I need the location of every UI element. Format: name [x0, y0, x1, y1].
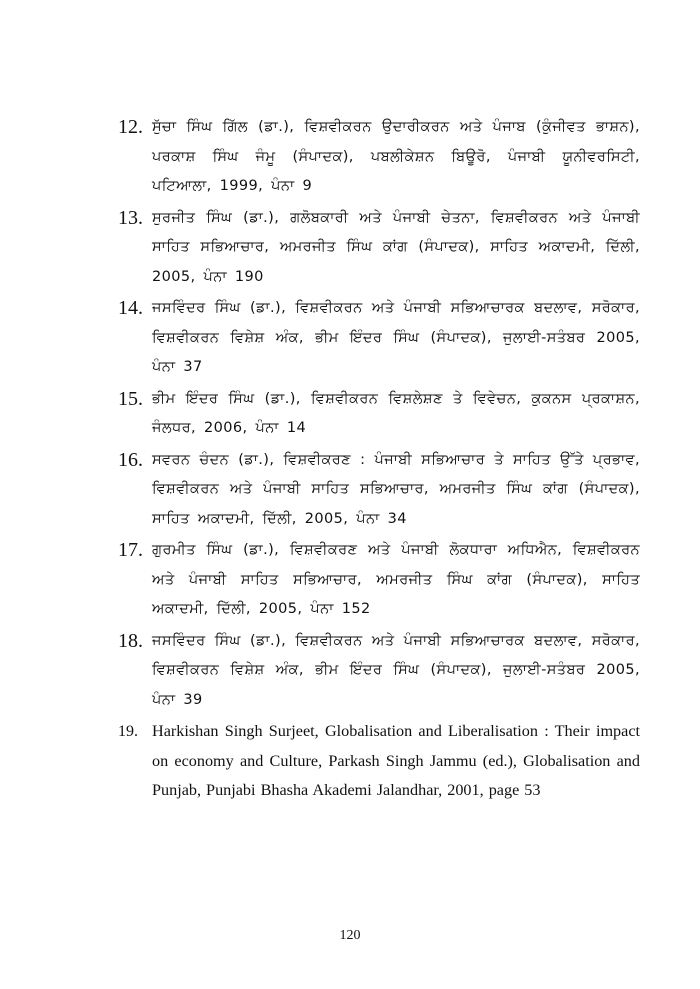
reference-number: 17.: [118, 539, 143, 561]
reference-number: 14.: [118, 297, 143, 319]
reference-number: 15.: [118, 387, 143, 410]
reference-number: 19.: [118, 723, 138, 740]
reference-text: ਸੁਰਜੀਤ ਸਿੰਘ (ਡਾ.), ਗਲੋਬਕਾਰੀ ਅਤੇ ਪੰਜਾਬੀ ਚੇਤਨਾ, ਵਿਸ਼ਵੀਕਰਨ ਅਤੇ ਪੰਜਾਬੀ ਸਾਹਿਤ ਸਭਿਆਚਾਰ, ਅਮਰਜੀਤ ਸਿੰਘ ਕਾਂਗ (ਸੰਪਾਦਕ), ਸਾਹਿਤ ਅਕਾਦਮੀ, ਦਿੱਲੀ, 2005, ਪੰਨਾ 190: [152, 209, 640, 285]
reference-item-18: [118, 627, 640, 716]
reference-item-17: [118, 536, 640, 625]
reference-text: ਸੁੱਚਾ ਸਿੰਘ ਗਿੱਲ (ਡਾ.), ਵਿਸ਼ਵੀਕਰਨ ਉਦਾਰੀਕਰਨ ਅਤੇ ਪੰਜਾਬ (ਕੁੰਜੀਵਤ ਭਾਸ਼ਨ), ਪਰਕਾਸ਼ ਸਿੰਘ ਜੰਮੂ (ਸੰਪਾਦਕ), ਪਬਲੀਕੇਸ਼ਨ ਬਿਊਰੋ, ਪੰਜਾਬੀ ਯੂਨੀਵਰਸਿਟੀ, ਪਟਿਆਲਾ, 1999, ਪੰਨਾ 9: [152, 119, 640, 194]
reference-item-14: [118, 294, 640, 383]
reference-item-16: [118, 446, 640, 535]
page-number: 120: [339, 928, 361, 943]
reference-text: ਜਸਵਿੰਦਰ ਸਿੰਘ (ਡਾ.), ਵਿਸ਼ਵੀਕਰਨ ਅਤੇ ਪੰਜਾਬੀ ਸਭਿਆਚਾਰਕ ਬਦਲਾਵ, ਸਰੋਕਾਰ, ਵਿਸ਼ਵੀਕਰਨ ਵਿਸ਼ੇਸ਼ ਅੰਕ, ਭੀਮ ਇੰਦਰ ਸਿੰਘ (ਸੰਪਾਦਕ), ਜੁਲਾਈ-ਸਤੰਬਰ 2005, ਪੰਨਾ 39: [152, 632, 640, 708]
reference-text: ਜਸਵਿੰਦਰ ਸਿੰਘ (ਡਾ.), ਵਿਸ਼ਵੀਕਰਨ ਅਤੇ ਪੰਜਾਬੀ ਸਭਿਆਚਾਰਕ ਬਦਲਾਵ, ਸਰੋਕਾਰ, ਵਿਸ਼ਵੀਕਰਨ ਵਿਸ਼ੇਸ਼ ਅੰਕ, ਭੀਮ ਇੰਦਰ ਸਿੰਘ (ਸੰਪਾਦਕ), ਜੁਲਾਈ-ਸਤੰਬਰ 2005, ਪੰਨਾ 37: [152, 300, 640, 375]
reference-text: ਗੁਰਮੀਤ ਸਿੰਘ (ਡਾ.), ਵਿਸ਼ਵੀਕਰਣ ਅਤੇ ਪੰਜਾਬੀ ਲੋਕਧਾਰਾ ਅਧਿਐਨ, ਵਿਸ਼ਵੀਕਰਨ ਅਤੇ ਪੰਜਾਬੀ ਸਾਹਿਤ ਸਭਿਆਚਾਰ, ਅਮਰਜੀਤ ਸਿੰਘ ਕਾਂਗ (ਸੰਪਾਦਕ), ਸਾਹਿਤ ਅਕਾਦਮੀ, ਦਿੱਲੀ, 2005, ਪੰਨਾ 152: [152, 542, 640, 617]
reference-number: 13.: [118, 206, 143, 229]
reference-list: [118, 113, 640, 808]
reference-item-13: [118, 204, 640, 293]
reference-text: ਭੀਮ ਇੰਦਰ ਸਿੰਘ (ਡਾ.), ਵਿਸ਼ਵੀਕਰਨ ਵਿਸ਼ਲੇਸ਼ਣ ਤੇ ਵਿਵੇਚਨ, ਕੁਕਨਸ ਪ੍ਰਕਾਸ਼ਨ, ਜੰਲਧਰ, 2006, ਪੰਨਾ 14: [152, 390, 640, 436]
reference-item-19: [118, 717, 640, 806]
reference-item-15: [118, 385, 640, 444]
reference-item-12: [118, 113, 640, 202]
reference-number: 12.: [118, 116, 143, 138]
reference-text: ਸਵਰਨ ਚੰਦਨ (ਡਾ.), ਵਿਸ਼ਵੀਕਰਣ : ਪੰਜਾਬੀ ਸਭਿਆਚਾਰ ਤੇ ਸਾਹਿਤ ਉੱਤੇ ਪ੍ਰਭਾਵ, ਵਿਸ਼ਵੀਕਰਨ ਅਤੇ ਪੰਜਾਬੀ ਸਾਹਿਤ ਸਭਿਆਚਾਰ, ਅਮਰਜੀਤ ਸਿੰਘ ਕਾਂਗ (ਸੰਪਾਦਕ), ਸਾਹਿਤ ਅਕਾਦਮੀ, ਦਿੱਲੀ, 2005, ਪੰਨਾ 34: [152, 451, 640, 527]
reference-text: Harkishan Singh Surjeet, Globalisation and Liberalisation : Their impact on economy and Culture, Parkash Singh Jammu (ed.), Globalisation and Punjab, Punjabi Bhasha Akademi Jalandhar, 2001, page 53: [152, 722, 640, 799]
reference-number: 18.: [118, 629, 143, 652]
reference-number: 16.: [118, 448, 143, 471]
